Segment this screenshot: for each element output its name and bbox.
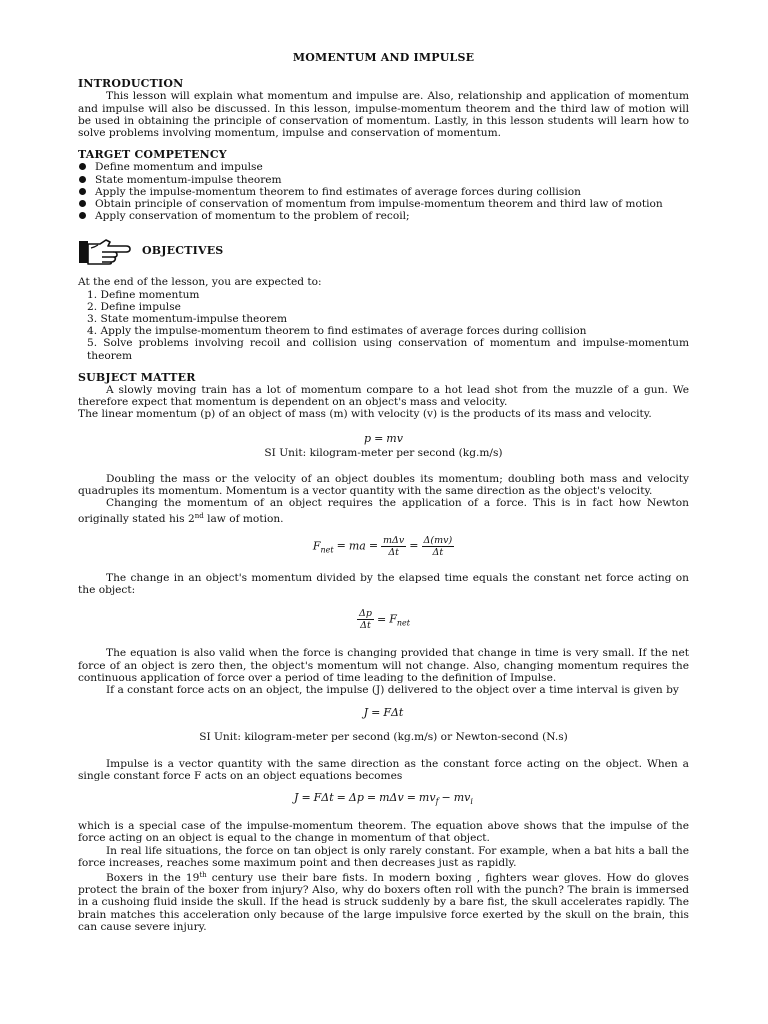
- page-title: MOMENTUM AND IMPULSE: [292, 51, 475, 64]
- bullet-icon: [79, 176, 86, 183]
- equation-impulse-momentum: $J = F\Delta t = \Delta p = m\Delta v = mv_f - mv_i$: [294, 790, 473, 806]
- list-item: 2. Define impulse: [87, 300, 181, 313]
- subject-matter-heading: SUBJECT MATTER: [78, 370, 196, 384]
- equation-momentum: p = mv: [364, 431, 403, 445]
- introduction-heading: INTRODUCTION: [78, 77, 184, 91]
- paragraph: Boxers in the 19th century use their bare fists. In modern boxing , fighters wear gloves. How do gloves protect the brain of the boxer from injury? Also, why do boxers often roll with the punch? The brain is immersed in a cushoing fluid inside the skull. If the head is struck suddenly by a bare fist, the skull accelerates rapidly. The brain matches this acceleration only because of the large impulsive force exerted by the skull on the brain, this can cause severe injury.: [78, 870, 689, 933]
- paragraph: The linear momentum (p) of an object of mass (m) with velocity (v) is the products of its mass and velocity.: [78, 408, 652, 421]
- objectives-header: [78, 236, 689, 266]
- paragraph: A slowly moving train has a lot of momentum compare to a hot lead shot from the muzzle of a gun. We therefore expect that momentum is dependent on an object's mass and velocity.: [78, 384, 689, 409]
- competency-list: [78, 161, 689, 222]
- equation-net-force: $F_{net}$ = ma = $\frac{\text{mΔv}}{\Delta t}$ = $\frac{\Delta(mv)}{\Delta t}$: [312, 534, 453, 558]
- list-item: State momentum-impulse theorem: [78, 174, 689, 186]
- list-item: 4. Apply the impulse-momentum theorem to find estimates of average forces during collision: [87, 325, 587, 338]
- list-item: Apply conservation of momentum to the problem of recoil;: [78, 210, 689, 222]
- list-item: 1. Define momentum: [87, 288, 200, 301]
- introduction-text: This lesson will explain what momentum and impulse are. Also, relationship and application of momentum and impulse will also be discussed. In this lesson, impulse-momentum theorem and the third law of motion will be used in obtaining the principle of conservation of momentum. Lastly, in this lesson students will learn how to solve problems involving momentum, impulse and conservation of momentum.: [78, 90, 689, 140]
- paragraph: If a constant force acts on an object, the impulse (J) delivered to the object over a time interval is given by: [106, 683, 679, 696]
- paragraph: The equation is also valid when the force is changing provided that change in time is very small. If the net force of an object is zero then, the object's momentum will not change. Also, changing momentum requires the continuous application of force over a period of time leading to the definition of Impulse.: [78, 647, 689, 684]
- bullet-icon: [79, 200, 86, 207]
- paragraph: which is a special case of the impulse-momentum theorem. The equation above shows that the impulse of the force acting on an object is equal to the change in momentum of that object.: [78, 820, 689, 845]
- si-unit-momentum: SI Unit: kilogram-meter per second (kg.m/s): [264, 446, 503, 459]
- target-competency-heading: TARGET COMPETENCY: [78, 148, 227, 162]
- paragraph: Changing the momentum of an object requires the application of a force. This is in fact how Newton originally stated his 2nd law of motion.: [78, 497, 689, 525]
- paragraph: Doubling the mass or the velocity of an object doubles its momentum; doubling both mass and velocity quadruples its momentum. Momentum is a vector quantity with the same direction as the object's velocity.: [78, 473, 689, 498]
- objectives-heading: OBJECTIVES: [142, 244, 224, 258]
- equation-rate-of-momentum: $\frac{\Delta p}{\Delta t}$ = $F_{net}$: [359, 608, 410, 632]
- bullet-icon: [79, 212, 86, 219]
- list-item: 5. Solve problems involving recoil and collision using conservation of momentum and impulse-momentum theorem: [87, 337, 689, 362]
- objectives-intro: At the end of the lesson, you are expected to:: [78, 276, 322, 289]
- pointing-hand-icon: [78, 236, 132, 266]
- objectives-list: [78, 289, 689, 362]
- paragraph: The change in an object's momentum divided by the elapsed time equals the constant net force acting on the object:: [78, 571, 689, 597]
- paragraph: Impulse is a vector quantity with the same direction as the constant force acting on the object. When a single constant force F acts on an object equations becomes: [78, 757, 689, 782]
- list-item: 3. State momentum-impulse theorem: [87, 313, 288, 326]
- bullet-icon: [79, 163, 86, 170]
- list-item: Apply the impulse-momentum theorem to find estimates of average forces during collision: [78, 186, 689, 198]
- list-item: Define momentum and impulse: [78, 161, 689, 173]
- bullet-icon: [79, 188, 86, 195]
- si-unit-impulse: SI Unit: kilogram-meter per second (kg.m/s) or Newton-second (N.s): [199, 731, 568, 744]
- list-item: Obtain principle of conservation of momentum from impulse-momentum theorem and third law of motion: [78, 198, 689, 210]
- equation-impulse: J = FΔt: [363, 706, 404, 720]
- paragraph: In real life situations, the force on tan object is only rarely constant. For example, when a bat hits a ball the force increases, reaches some maximum point and then decreases just as rapidly.: [78, 844, 689, 869]
